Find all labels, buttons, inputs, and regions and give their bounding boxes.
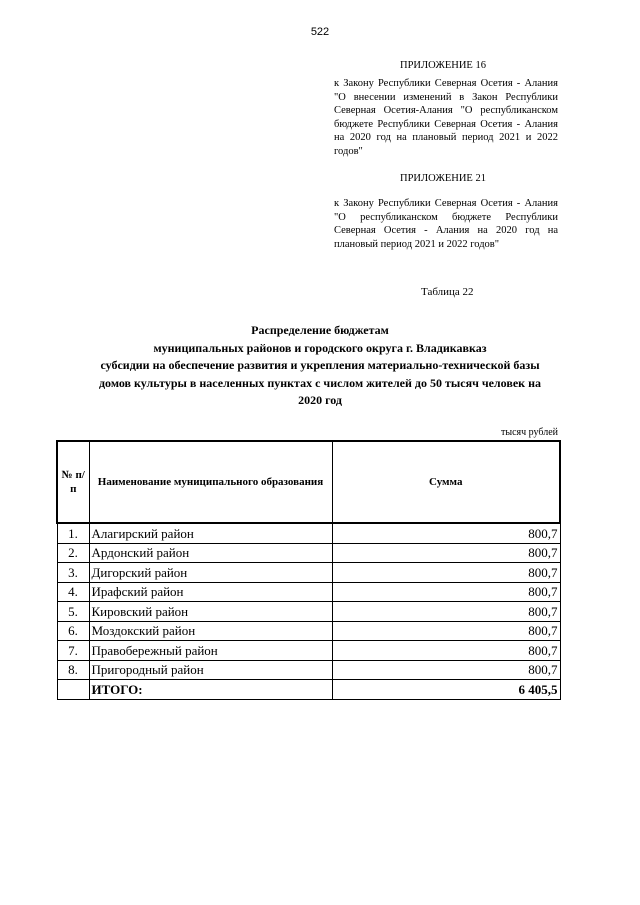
row-name: Ардонский район (89, 543, 332, 563)
units-label: тысяч рублей (500, 427, 558, 438)
header-num: № п/п (57, 441, 89, 523)
row-sum: 800,7 (332, 660, 560, 680)
row-num: 7. (57, 641, 89, 661)
row-sum: 800,7 (332, 563, 560, 583)
title-line: Распределение бюджетам (251, 323, 389, 337)
row-name: Алагирский район (89, 523, 332, 543)
title-line: 2020 год (298, 393, 342, 407)
page-number: 522 (310, 26, 330, 38)
subsidy-table (56, 440, 561, 700)
row-name: Пригородный район (89, 660, 332, 680)
row-num: 3. (57, 563, 89, 583)
header-name: Наименование муниципального образования (89, 441, 332, 523)
row-num: 5. (57, 602, 89, 622)
row-sum: 800,7 (332, 582, 560, 602)
table-row (57, 641, 560, 661)
title-line: муниципальных районов и городского округа г. Владикавказ (153, 340, 487, 355)
table-total-row (57, 680, 560, 700)
header-sum: Сумма (332, 441, 560, 523)
table-row (57, 582, 560, 602)
row-sum: 800,7 (332, 543, 560, 563)
table-row (57, 523, 560, 543)
row-num: 8. (57, 660, 89, 680)
total-label: ИТОГО: (89, 680, 332, 700)
row-num: 2. (57, 543, 89, 563)
row-name: Моздокский район (89, 621, 332, 641)
row-name: Правобережный район (89, 641, 332, 661)
appendix-16-text: к Закону Республики Северная Осетия - Алания "О внесении изменений в Закон Республики Северная Осетия-Алания "О республиканском бюджете Республики Северная Осетия - Алания на 2020 год на плановый период 2021 и 2022 годов" (334, 78, 558, 157)
total-sum: 6 405,5 (332, 680, 560, 700)
total-num-cell (57, 680, 89, 700)
row-sum: 800,7 (332, 641, 560, 661)
table-row (57, 543, 560, 563)
table-row (57, 602, 560, 622)
appendix-21-text: к Закону Республики Северная Осетия - Алания "О республиканском бюджете Республики Северная Осетия - Алания на 2020 год на плановый период 2021 и 2022 годов" (334, 198, 558, 250)
row-num: 1. (57, 523, 89, 543)
row-name: Дигорский район (89, 563, 332, 583)
table-label: Таблица 22 (421, 286, 474, 298)
row-sum: 800,7 (332, 621, 560, 641)
title-line: субсидии на обеспечение развития и укрепления материально-технической базы (100, 358, 540, 372)
table-row (57, 660, 560, 680)
row-num: 4. (57, 582, 89, 602)
row-sum: 800,7 (332, 602, 560, 622)
table-row (57, 621, 560, 641)
row-name: Кировский район (89, 602, 332, 622)
table-header-row (57, 441, 560, 523)
document-title (40, 322, 600, 410)
appendix-21-title: ПРИЛОЖЕНИЕ 21 (400, 173, 486, 184)
table-row (57, 563, 560, 583)
row-sum: 800,7 (332, 523, 560, 543)
row-name: Ирафский район (89, 582, 332, 602)
row-num: 6. (57, 621, 89, 641)
appendix-16-title: ПРИЛОЖЕНИЕ 16 (400, 60, 486, 71)
title-line: домов культуры в населенных пунктах с числом жителей до 50 тысяч человек на (98, 375, 542, 390)
